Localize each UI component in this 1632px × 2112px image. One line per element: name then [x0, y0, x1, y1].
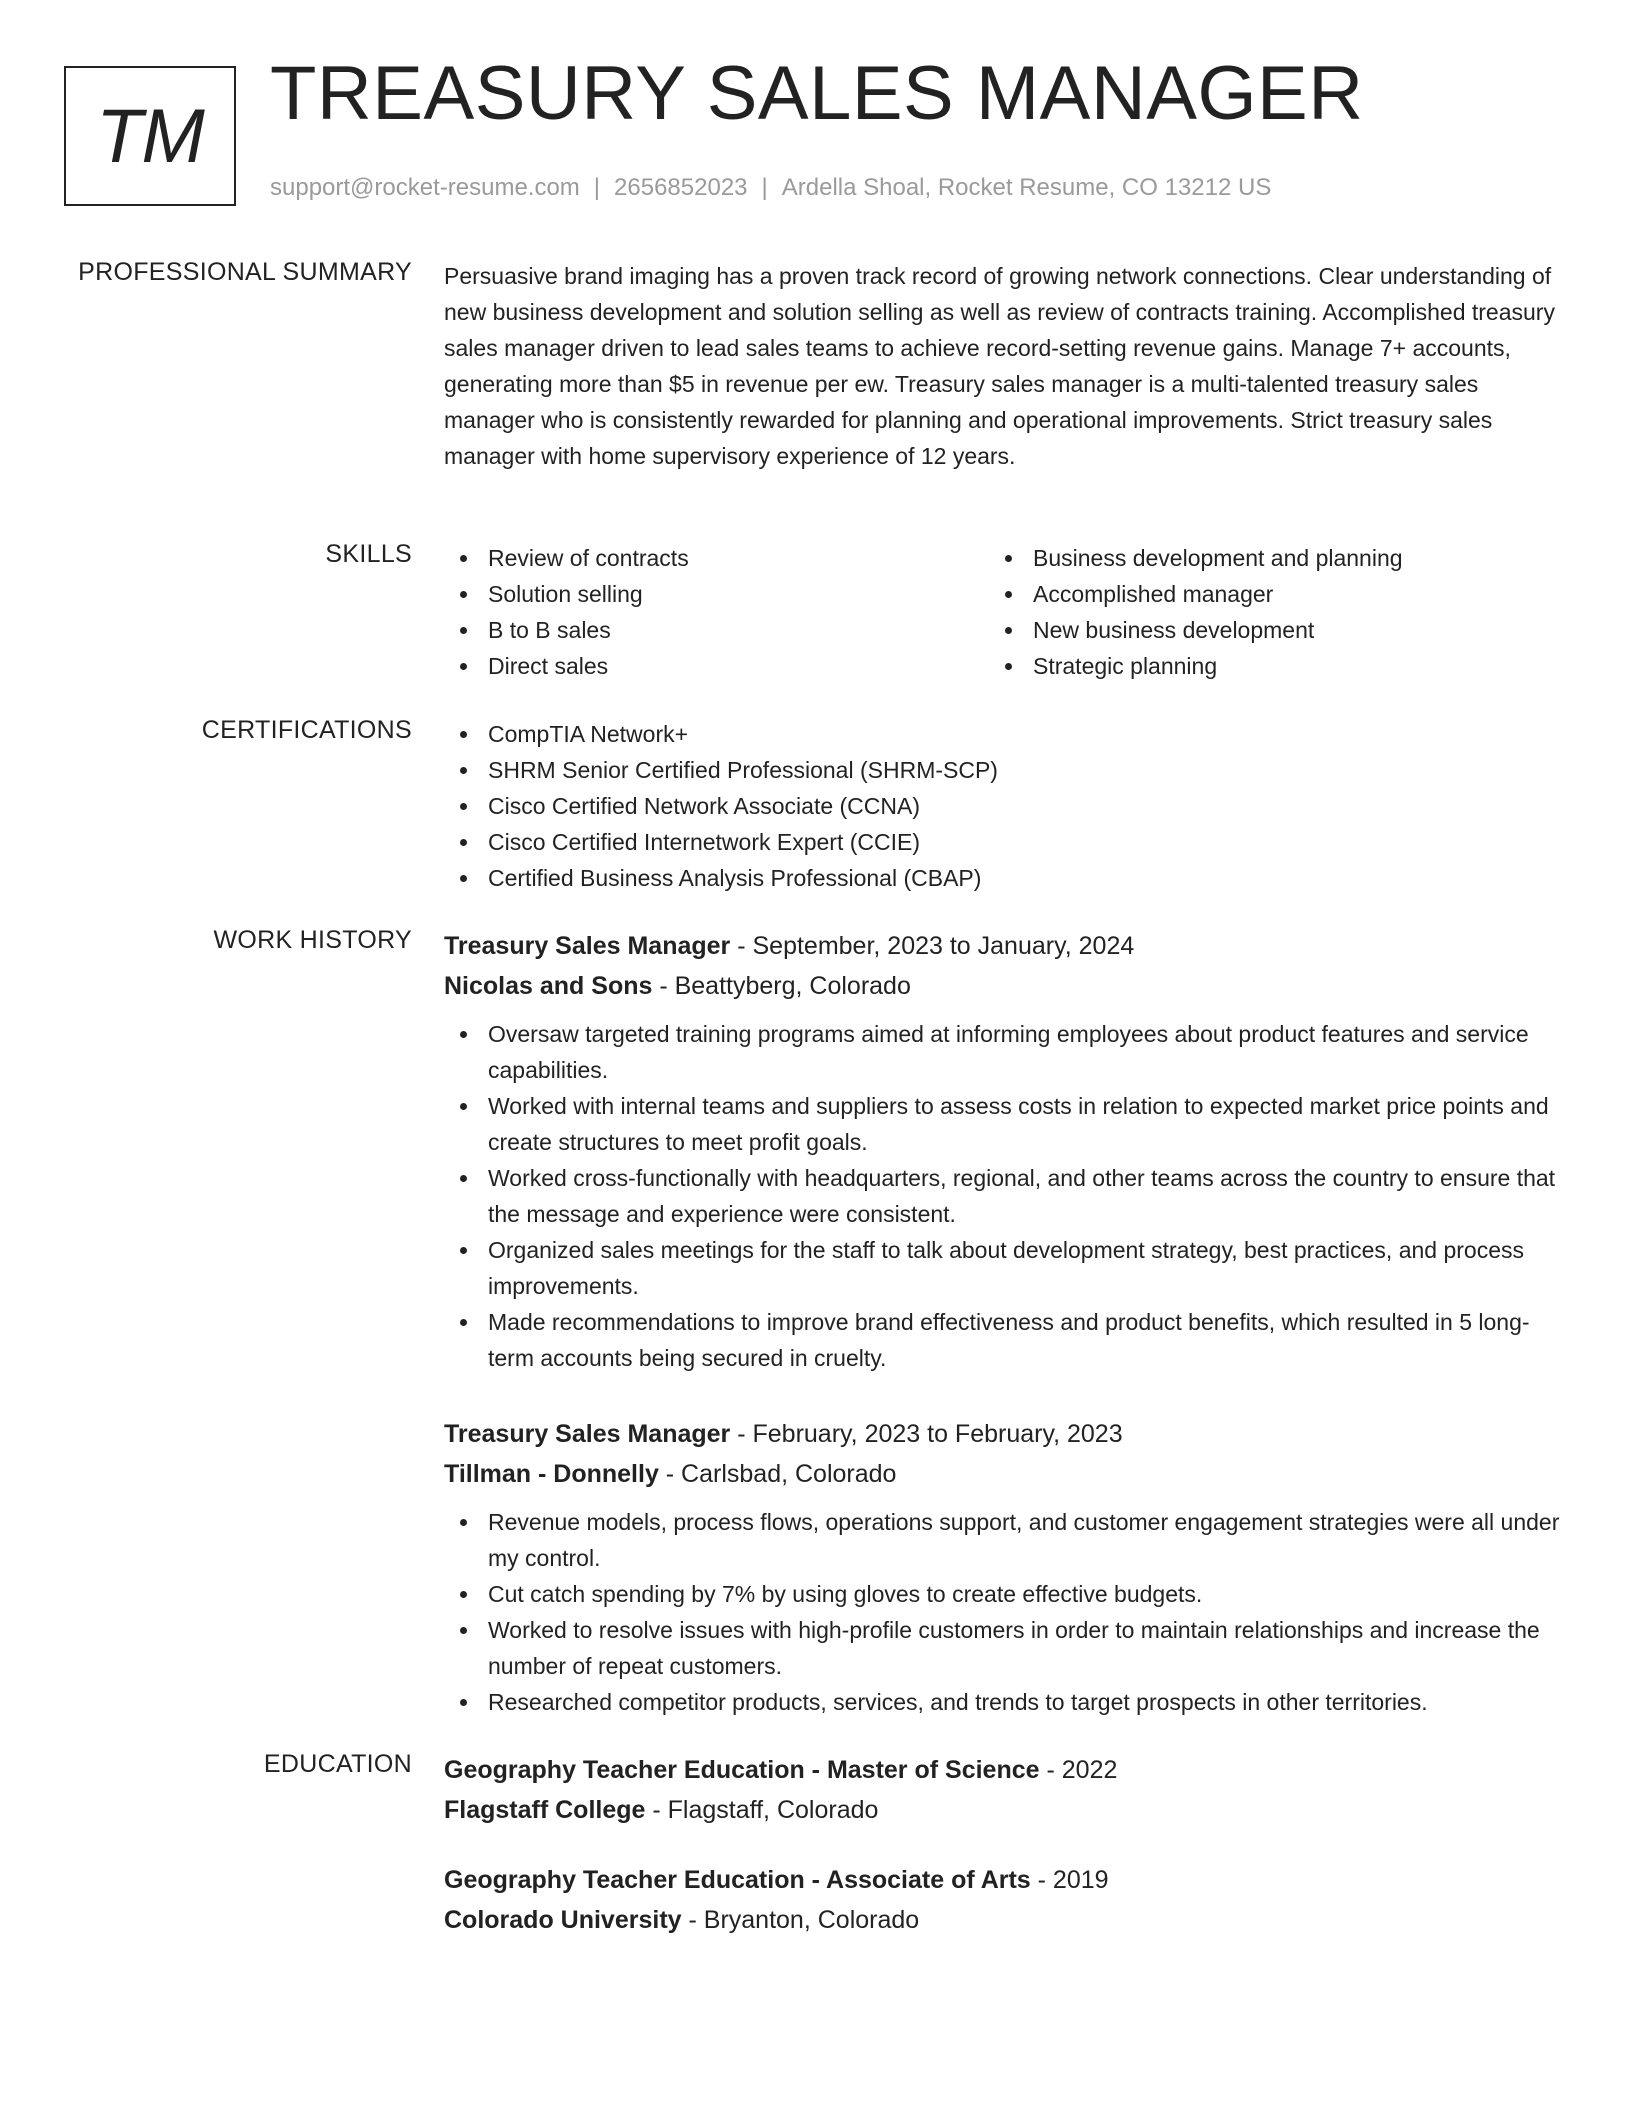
- contact-phone[interactable]: 2656852023: [614, 174, 748, 201]
- job-bullet: Researched competitor products, services, and trends to target prospects in other territories.: [444, 1684, 1560, 1720]
- education-degree-line: [444, 1860, 1560, 1900]
- education-degree: Geography Teacher Education - Associate of Arts: [444, 1866, 1031, 1894]
- certification-item: Cisco Certified Internetwork Expert (CCIE): [444, 824, 1560, 860]
- education-degree-line: [444, 1750, 1560, 1790]
- section-label-summary: PROFESSIONAL SUMMARY: [78, 258, 412, 286]
- job-dates: - September, 2023 to January, 2024: [730, 932, 1135, 960]
- section-label-certifications: CERTIFICATIONS: [201, 716, 412, 744]
- job-title: Treasury Sales Manager: [444, 932, 731, 960]
- skill-item: New business development: [989, 612, 1534, 648]
- job-title-line: [444, 1414, 1560, 1454]
- education-school-line: [444, 1790, 1560, 1830]
- job-bullet: Worked cross-functionally with headquarters, regional, and other teams across the country to ensure that the message and experience were consistent.: [444, 1160, 1560, 1232]
- summary-text: Persuasive brand imaging has a proven track record of growing network connections. Clear understanding of new business development and solution selling as well as review of contracts training. Accomplished treasury sales manager driven to lead sales teams to achieve record-setting revenue gains. Manage 7+ accounts, generating more than $5 in revenue per ew. Treasury sales manager is a multi-talented treasury sales manager who is consistently rewarded for planning and operational improvements. Strict treasury sales manager with home supervisory experience of 12 years.: [444, 263, 1555, 469]
- job-entry: [444, 926, 1560, 1376]
- job-bullet: Made recommendations to improve brand effectiveness and product benefits, which resulted in 5 long-term accounts being secured in cruelty.: [444, 1304, 1560, 1376]
- monogram-logo: TM: [64, 66, 236, 206]
- job-company-line: [444, 966, 1560, 1006]
- education-location: - Bryanton, Colorado: [681, 1906, 920, 1934]
- skills-grid: [444, 540, 1560, 684]
- skills-list-right: [989, 540, 1534, 684]
- job-bullets: [444, 1016, 1560, 1376]
- job-company-line: [444, 1454, 1560, 1494]
- job-bullet: Worked to resolve issues with high-profile customers in order to maintain relationships and increase the number of repeat customers.: [444, 1612, 1560, 1684]
- education-entry: [444, 1860, 1560, 1940]
- job-bullet: Worked with internal teams and suppliers to assess costs in relation to expected market price points and create structures to meet profit goals.: [444, 1088, 1560, 1160]
- contact-email[interactable]: support@rocket-resume.com: [270, 174, 580, 201]
- job-bullet: Oversaw targeted training programs aimed at informing employees about product features and service capabilities.: [444, 1016, 1560, 1088]
- certification-item: Cisco Certified Network Associate (CCNA): [444, 788, 1560, 824]
- section-label-work-history: WORK HISTORY: [213, 926, 412, 954]
- job-title: Treasury Sales Manager: [444, 1420, 731, 1448]
- education-body: [444, 1750, 1560, 1970]
- certification-item: CompTIA Network+: [444, 716, 1560, 752]
- education-entry: [444, 1750, 1560, 1830]
- job-company: Nicolas and Sons: [444, 972, 653, 1000]
- certifications-body: [444, 716, 1560, 896]
- resume-title: TREASURY SALES MANAGER: [270, 51, 1364, 136]
- job-title-line: [444, 926, 1560, 966]
- contact-address: Ardella Shoal, Rocket Resume, CO 13212 US: [781, 174, 1272, 201]
- job-location: - Carlsbad, Colorado: [658, 1460, 897, 1488]
- job-dates: - February, 2023 to February, 2023: [730, 1420, 1123, 1448]
- summary-body: [444, 258, 1560, 474]
- contact-line: [270, 174, 1271, 202]
- job-bullet: Revenue models, process flows, operations support, and customer engagement strategies were all under my control.: [444, 1504, 1560, 1576]
- skills-list-left: [444, 540, 989, 684]
- section-label-education: EDUCATION: [263, 1750, 412, 1778]
- education-year: - 2019: [1030, 1866, 1109, 1894]
- job-company: Tillman - Donnelly: [444, 1460, 659, 1488]
- skill-item: B to B sales: [444, 612, 989, 648]
- work-history-body: [444, 926, 1560, 1758]
- skill-item: Business development and planning: [989, 540, 1534, 576]
- skill-item: Strategic planning: [989, 648, 1534, 684]
- skill-item: Accomplished manager: [989, 576, 1534, 612]
- contact-separator: |: [593, 174, 601, 201]
- contact-separator: |: [761, 174, 768, 201]
- education-year: - 2022: [1039, 1756, 1118, 1784]
- job-bullets: [444, 1504, 1560, 1720]
- certifications-list: [444, 716, 1560, 896]
- section-label-skills: SKILLS: [325, 540, 412, 568]
- education-school: Colorado University: [444, 1906, 682, 1934]
- education-school-line: [444, 1900, 1560, 1940]
- education-degree: Geography Teacher Education - Master of Science: [444, 1756, 1040, 1784]
- skill-item: Direct sales: [444, 648, 989, 684]
- education-location: - Flagstaff, Colorado: [645, 1796, 879, 1824]
- certification-item: SHRM Senior Certified Professional (SHRM-SCP): [444, 752, 1560, 788]
- job-bullet: Cut catch spending by 7% by using gloves to create effective budgets.: [444, 1576, 1560, 1612]
- job-entry: [444, 1414, 1560, 1720]
- education-school: Flagstaff College: [444, 1796, 646, 1824]
- certification-item: Certified Business Analysis Professional (CBAP): [444, 860, 1560, 896]
- skills-body: [444, 540, 1560, 684]
- job-location: - Beattyberg, Colorado: [652, 972, 911, 1000]
- job-bullet: Organized sales meetings for the staff to talk about development strategy, best practices, and process improvements.: [444, 1232, 1560, 1304]
- skill-item: Solution selling: [444, 576, 989, 612]
- skill-item: Review of contracts: [444, 540, 989, 576]
